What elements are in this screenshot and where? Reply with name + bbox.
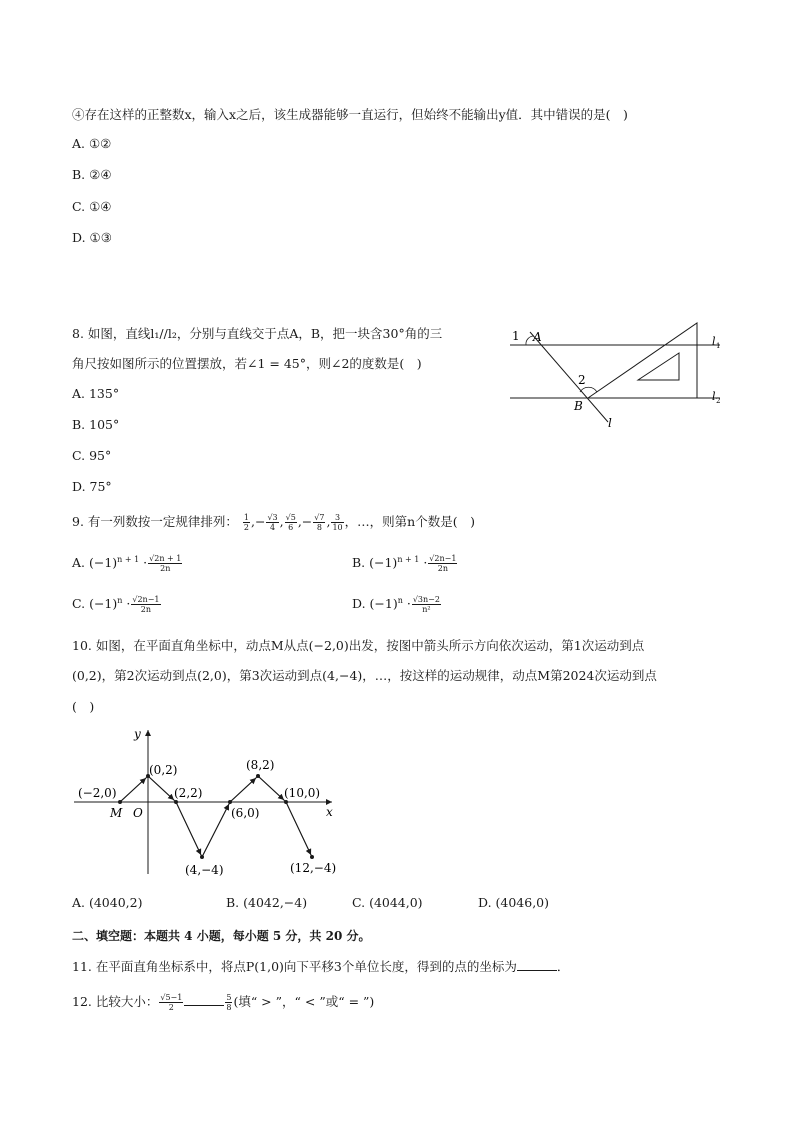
q11 xyxy=(72,957,569,975)
q12-answer-blank xyxy=(184,994,224,1006)
q9-option-d-num: √3n−2 xyxy=(412,595,440,604)
label-m: M xyxy=(110,806,123,820)
triangle-ruler xyxy=(588,323,697,398)
q9-seq-3-den: 6 xyxy=(288,523,294,532)
q8-line-2: 角尺按如图所示的位置摆放，若∠1 = 45°，则∠2的度数是( ) xyxy=(72,356,422,371)
label-l2: l xyxy=(712,390,716,403)
q9-option-d-exp: n xyxy=(397,595,403,605)
q8-option-c: C. 95° xyxy=(72,448,112,463)
label-12m4: (12,−4) xyxy=(290,861,337,875)
q11-answer-blank xyxy=(517,959,557,971)
q10-figure xyxy=(70,724,360,884)
q9-option-c-num: √2n−1 xyxy=(132,595,160,604)
label-l1: l xyxy=(712,335,716,348)
label-y: y xyxy=(134,727,141,741)
q8-option-b: B. 105° xyxy=(72,417,120,432)
q9-option-d-frac xyxy=(412,595,441,614)
q9-option-b: B. $(-1)^{n + 1}$ · $\frac{√2n-1}{2n}$ xyxy=(352,554,457,573)
label-a: A xyxy=(533,330,542,344)
q9-option-b-label: B. (−1) xyxy=(352,555,398,570)
q9-option-c-label: C. (−1) xyxy=(72,596,118,611)
q9-option-a-label: A. (−1) xyxy=(72,555,118,570)
q9-option-a-den: 2n xyxy=(160,564,171,573)
q9-seq-4 xyxy=(313,513,325,532)
q9-option-c-exp: n xyxy=(117,595,123,605)
q9-option-b-frac xyxy=(428,554,457,573)
label-l: l xyxy=(608,416,612,430)
q12 xyxy=(72,992,374,1012)
q9-seq-4-num: √7 xyxy=(314,513,325,522)
q9-stem: 9. 有一列数按一定规律排列： $\frac{1}{2}$ ,− $\frac{√3}{4}$ , $\frac{√5}{6}$ ,− $\frac{√7}{8}$ , $\frac{3}{10}$ ，…，则第n个数是( ) xyxy=(72,513,475,532)
q10-option-a: A. (4040,2) xyxy=(72,895,143,910)
angle-2-arc xyxy=(580,387,597,392)
q12-frac-a-num: √5−1 xyxy=(160,993,183,1002)
q12-frac-b-den: 8 xyxy=(226,1003,232,1012)
section-2-heading: 二、填空题：本题共 4 小题，每小题 5 分，共 20 分。 xyxy=(72,929,371,943)
label-22: (2,2) xyxy=(174,786,203,800)
label-b: B xyxy=(574,399,583,413)
q11-end: ． xyxy=(556,959,570,974)
q11-text: 11. 在平面直角坐标系中，将点P(1,0)向下平移3个单位长度，得到的点的坐标为 xyxy=(72,959,517,974)
q9-seq-1 xyxy=(243,513,250,532)
q9-seq-2 xyxy=(266,513,278,532)
q9-seq-1-num: 1 xyxy=(243,513,249,522)
q9-seq-2-sign: − xyxy=(254,514,266,529)
q8-figure xyxy=(500,318,740,438)
q9-option-d: D. $(-1)^n$ · $\frac{√3n-2}{\text{n²}}$ xyxy=(352,595,440,614)
q9-suffix: ，…，则第n个数是( ) xyxy=(344,514,475,529)
q9-prefix: 9. 有一列数按一定规律排列： xyxy=(72,514,238,529)
label-x: x xyxy=(326,805,333,819)
q10-line-2: (0,2)，第2次运动到点(2,0)，第3次运动到点(4,−4)，…，按这样的运动规律，动点M第2024次运动到点 xyxy=(72,668,657,683)
q9-option-a-num: √2n + 1 xyxy=(149,554,182,563)
q7-option-a: A. ①② xyxy=(72,136,112,151)
q9-seq-5-num: 3 xyxy=(331,513,343,523)
q9-seq-2-num: √3 xyxy=(267,513,278,522)
q8-option-a: A. 135° xyxy=(72,386,120,401)
q12-frac-b xyxy=(225,993,232,1012)
q9-seq-4-sign: − xyxy=(301,514,313,529)
q10-option-b: B. (4042,−4) xyxy=(226,895,308,910)
q9-seq-5-den: 10 xyxy=(332,523,343,532)
q10-line-3: ( ) xyxy=(72,699,95,714)
q9-option-a-exp: n + 1 xyxy=(117,554,140,564)
q12-prefix: 12. 比较大小： xyxy=(72,994,159,1009)
label-2: 2 xyxy=(578,373,586,387)
label-02: (0,2) xyxy=(149,763,178,777)
q12-suffix: (填“ > ”，“ < ”或“ = ”) xyxy=(233,994,375,1009)
triangle-ruler-inner xyxy=(638,353,679,380)
q12-frac-b-num: 5 xyxy=(226,993,232,1002)
q9-option-c-frac xyxy=(131,595,160,614)
q9-option-b-den: 2n xyxy=(437,564,448,573)
q9-option-d-label: D. (−1) xyxy=(352,596,398,611)
q10-line-1: 10. 如图，在平面直角坐标中，动点M从点(−2,0)出发，按图中箭头所示方向依次运动，第1次运动到点 xyxy=(72,638,645,653)
q9-option-d-den: n² xyxy=(422,605,431,614)
q12-frac-a-den: 2 xyxy=(168,1003,174,1012)
label-100: (10,0) xyxy=(284,786,321,800)
q9-seq-3 xyxy=(285,513,297,532)
q10-option-c: C. (4044,0) xyxy=(352,895,423,910)
label-o: O xyxy=(133,806,143,820)
label-4m4: (4,−4) xyxy=(185,863,224,877)
q9-seq-5 xyxy=(331,513,343,532)
label-l2-sub: 2 xyxy=(716,397,721,405)
q9-option-c: C. $(-1)^n$ · $\frac{√2n-1}{2n}$ xyxy=(72,595,160,614)
q12-frac-a xyxy=(159,993,183,1012)
q9-option-a-frac xyxy=(148,554,182,573)
q9-seq-4-den: 8 xyxy=(316,523,322,532)
label-m20: (−2,0) xyxy=(78,786,117,800)
q7-statement-4: ④存在这样的正整数x，输入x之后，该生成器能够一直运行，但始终不能输出y值．其中错误的是( ) xyxy=(72,107,628,122)
q9-seq-3-num: √5 xyxy=(285,513,296,522)
q7-option-c: C. ①④ xyxy=(72,199,112,214)
label-1: 1 xyxy=(512,329,520,343)
q9-option-c-den: 2n xyxy=(140,605,152,614)
q10-option-d: D. (4046,0) xyxy=(478,895,550,910)
q7-option-b: B. ②④ xyxy=(72,167,112,182)
q9-option-b-num: √2n−1 xyxy=(429,554,457,563)
label-82: (8,2) xyxy=(246,758,275,772)
q9-seq-2-den: 4 xyxy=(270,523,276,532)
q7-option-d: D. ①③ xyxy=(72,230,112,245)
label-60: (6,0) xyxy=(231,806,260,820)
q9-option-b-exp: n + 1 xyxy=(397,554,420,564)
q8-option-d: D. 75° xyxy=(72,479,112,494)
q9-seq-1-den: 2 xyxy=(243,523,249,532)
q9-option-a: A. $(-1)^{n + 1}$ · $\frac{√2n + 1}{2n}$ xyxy=(72,554,182,573)
q8-line-1: 8. 如图，直线l₁//l₂，分别与直线交于点A，B，把一块含30°角的三 xyxy=(72,326,443,341)
label-l1-sub: 1 xyxy=(716,342,721,350)
